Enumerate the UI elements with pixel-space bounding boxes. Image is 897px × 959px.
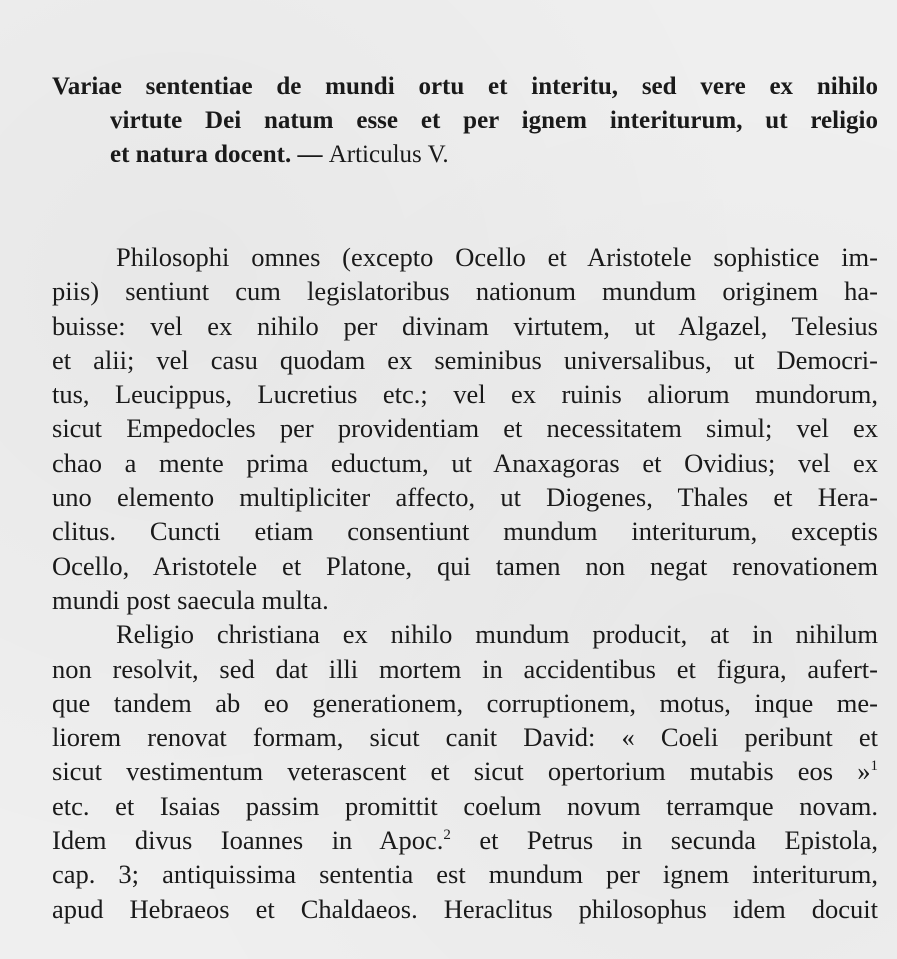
text-line: mundi post saecula multa. — [52, 584, 329, 615]
text-line — [52, 754, 878, 788]
text-line: clitus. Cuncti etiam consentiunt mundum interiturum, exceptis — [52, 516, 878, 547]
heading-line: Variae sententiae de mundi ortu et interitu, sed vere ex nihilo — [52, 73, 878, 100]
heading-line — [52, 138, 878, 172]
text-line: et alii; vel casu quodam ex seminibus universalibus, ut Democri- — [52, 344, 878, 375]
text-line: uno elemento multipliciter affecto, ut Diogenes, Thales et Hera- — [52, 482, 878, 513]
footnote-marker: 1 — [870, 758, 878, 775]
text-line: cap. 3; antiquissima sententia est mundum per ignem interiturum, — [52, 859, 878, 890]
heading-line-text: et natura docent. — — [110, 141, 323, 168]
text-line: sicut Empedocles per providentiam et necessitatem simul; vel ex — [52, 413, 878, 444]
text-segment: Idem divus Ioannes in Apoc. — [52, 825, 444, 856]
text-line: Religio christiana ex nihilo mundum producit, at in nihilum — [116, 619, 878, 650]
article-number: Articulus V. — [328, 141, 449, 168]
text-line: buisse: vel ex nihilo per divinam virtutem, ut Algazel, Telesius — [52, 310, 878, 341]
text-line: Philosophi omnes (excepto Ocello et Aristotele sophistice im- — [116, 242, 878, 272]
text-line: chao a mente prima eductum, ut Anaxagoras et Ovidius; vel ex — [52, 447, 878, 478]
text-line: etc. et Isaias passim promittit coelum novum terramque novam. — [52, 790, 878, 821]
text-line: tus, Leucippus, Lucretius etc.; vel ex ruinis aliorum mundorum, — [52, 379, 878, 410]
text-line: apud Hebraeos et Chaldaeos. Heraclitus philosophus idem docuit — [52, 893, 878, 924]
footnote-marker: 2 — [443, 827, 451, 844]
text-segment: et Petrus in secunda Epistola, — [479, 825, 878, 856]
body-text — [52, 240, 878, 926]
text-segment: sicut vestimentum veterascent et sicut opertorium mutabis eos » — [52, 756, 871, 787]
text-line: que tandem ab eo generationem, corruptionem, motus, inque me- — [52, 687, 878, 718]
text-line: liorem renovat formam, sicut canit David: « Coeli peribunt et — [52, 722, 878, 753]
text-line: non resolvit, sed dat illi mortem in accidentibus et figura, aufert- — [52, 653, 878, 684]
text-line: piis) sentiunt cum legislatoribus nationum mundum originem ha- — [52, 276, 878, 307]
text-line — [52, 823, 878, 857]
text-line: Ocello, Aristotele et Platone, qui tamen non negat renovationem — [52, 550, 878, 581]
article-heading — [52, 70, 878, 172]
heading-line: virtute Dei natum esse et per ignem interiturum, ut religio — [110, 107, 878, 134]
